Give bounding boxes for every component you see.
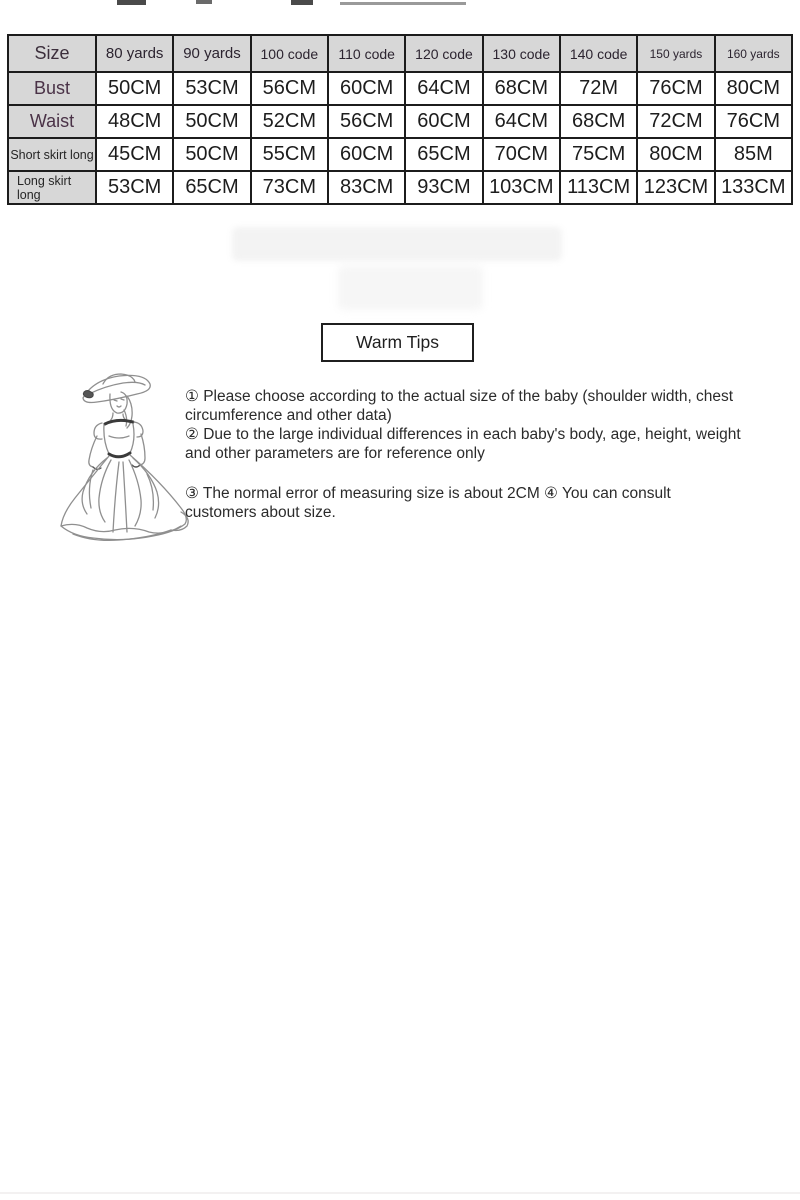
size-value-cell: 53CM	[96, 171, 173, 204]
size-chart	[7, 34, 793, 205]
size-table	[7, 34, 793, 205]
size-value-cell: 72CM	[637, 105, 714, 138]
size-value-cell: 73CM	[251, 171, 328, 204]
size-value-cell: 50CM	[173, 105, 250, 138]
size-value-cell: 64CM	[405, 72, 482, 105]
size-value-cell: 85M	[715, 138, 792, 171]
size-value-cell: 60CM	[328, 72, 405, 105]
princess-gown-sketch-illustration	[53, 366, 195, 550]
size-value-cell: 80CM	[637, 138, 714, 171]
size-value-cell: 76CM	[637, 72, 714, 105]
row-label-cell: Short skirt long	[8, 138, 96, 171]
table-row	[8, 171, 792, 204]
size-value-cell: 56CM	[251, 72, 328, 105]
size-value-cell: 83CM	[328, 171, 405, 204]
table-row	[8, 72, 792, 105]
cropped-text-artifact	[340, 2, 466, 5]
size-table-header	[8, 35, 792, 72]
size-value-cell: 65CM	[173, 171, 250, 204]
size-value-cell: 50CM	[96, 72, 173, 105]
warm-tips-title: Warm Tips	[356, 332, 439, 352]
size-value-cell: 113CM	[560, 171, 637, 204]
size-value-cell: 56CM	[328, 105, 405, 138]
row-label-cell: Long skirt long	[8, 171, 96, 204]
size-column-header: 120 code	[405, 35, 482, 72]
size-value-cell: 70CM	[483, 138, 560, 171]
note-2: ② Due to the large individual differences in each baby's body, age, height, weight and other parameters are for reference only	[185, 426, 741, 462]
size-column-header: 90 yards	[173, 35, 250, 72]
faint-bottom-line	[0, 1192, 800, 1194]
row-label-cell: Waist	[8, 105, 96, 138]
cropped-text-artifact	[291, 0, 313, 5]
row-label-cell: Bust	[8, 72, 96, 105]
note-3: ③ The normal error of measuring size is about 2CM ④ You can consult customers about size.	[185, 485, 671, 521]
size-column-header: 100 code	[251, 35, 328, 72]
size-column-header: 140 code	[560, 35, 637, 72]
size-value-cell: 55CM	[251, 138, 328, 171]
warm-tips-title-box	[321, 323, 474, 362]
size-value-cell: 103CM	[483, 171, 560, 204]
size-value-cell: 53CM	[173, 72, 250, 105]
size-value-cell: 80CM	[715, 72, 792, 105]
faded-watermark-smudge	[232, 227, 562, 261]
size-corner-header: Size	[8, 35, 96, 72]
size-table-body	[8, 72, 792, 204]
size-value-cell: 50CM	[173, 138, 250, 171]
faded-watermark-smudge	[338, 266, 483, 310]
note-1: ① Please choose according to the actual size of the baby (shoulder width, chest circumference and other data)	[185, 388, 734, 424]
size-column-header: 80 yards	[96, 35, 173, 72]
size-value-cell: 76CM	[715, 105, 792, 138]
size-value-cell: 64CM	[483, 105, 560, 138]
size-value-cell: 123CM	[637, 171, 714, 204]
size-value-cell: 45CM	[96, 138, 173, 171]
table-row	[8, 138, 792, 171]
size-column-header: 110 code	[328, 35, 405, 72]
size-value-cell: 52CM	[251, 105, 328, 138]
size-column-header: 130 code	[483, 35, 560, 72]
size-value-cell: 93CM	[405, 171, 482, 204]
warm-tips-notes	[185, 387, 760, 522]
size-value-cell: 60CM	[328, 138, 405, 171]
size-value-cell: 75CM	[560, 138, 637, 171]
cropped-text-artifact	[196, 0, 212, 4]
size-column-header: 160 yards	[715, 35, 792, 72]
size-value-cell: 68CM	[483, 72, 560, 105]
size-value-cell: 48CM	[96, 105, 173, 138]
size-value-cell: 60CM	[405, 105, 482, 138]
size-value-cell: 68CM	[560, 105, 637, 138]
size-value-cell: 65CM	[405, 138, 482, 171]
size-value-cell: 133CM	[715, 171, 792, 204]
cropped-text-artifact	[117, 0, 146, 5]
size-value-cell: 72M	[560, 72, 637, 105]
size-column-header: 150 yards	[637, 35, 714, 72]
table-row	[8, 105, 792, 138]
